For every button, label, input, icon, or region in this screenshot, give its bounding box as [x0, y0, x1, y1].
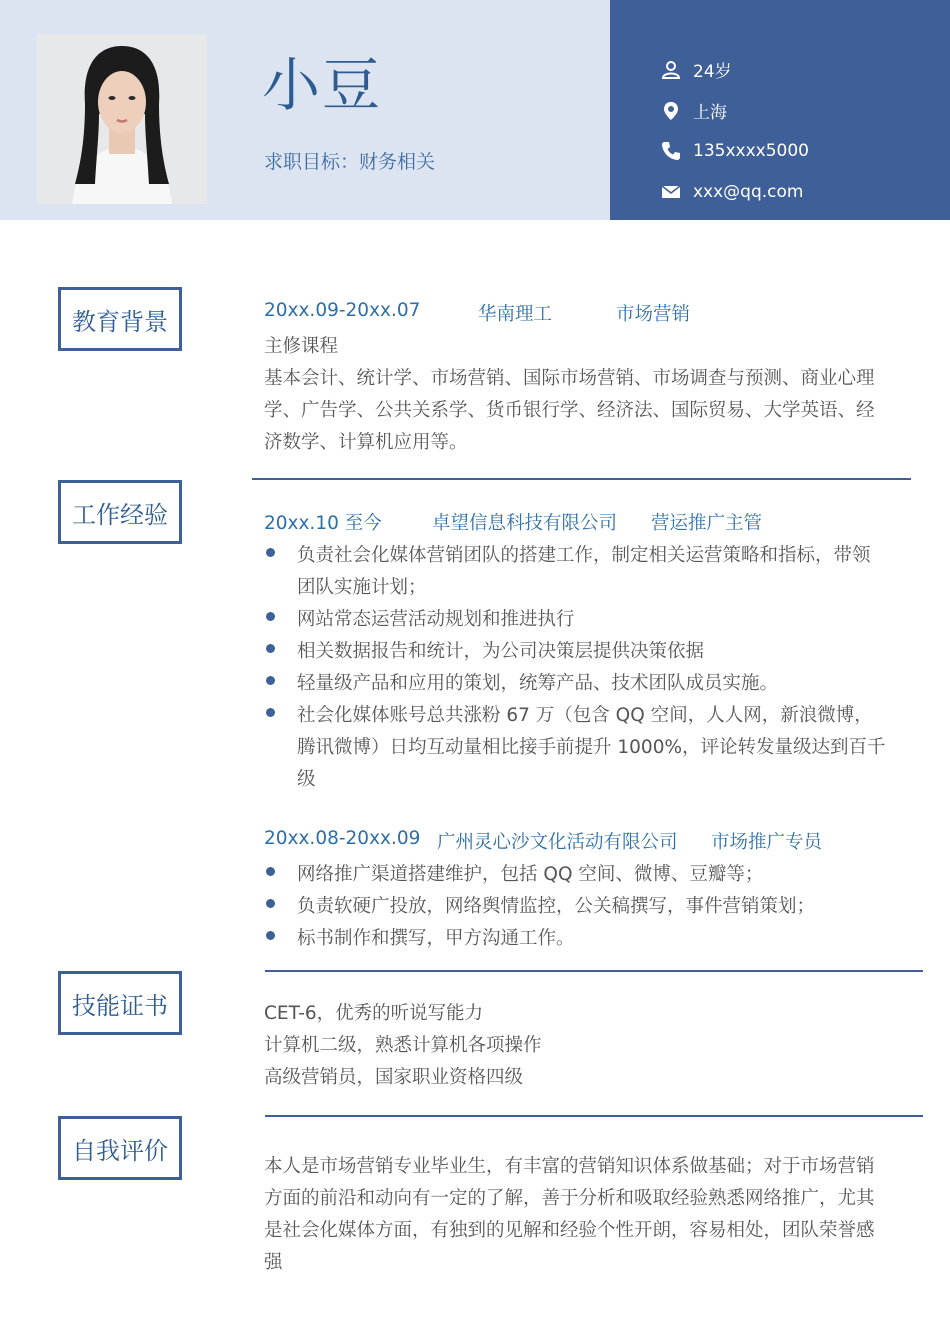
course-line: 济数学、计算机应用等。	[264, 432, 468, 453]
job-company: 卓望信息科技有限公司	[432, 513, 618, 534]
job-bullet: 社会化媒体账号总共涨粉 67 万（包含 QQ 空间，人人网，新浪微博，	[297, 705, 873, 726]
contact-location	[660, 98, 727, 123]
job-bullet: 相关数据报告和统计，为公司决策层提供决策依据	[297, 641, 705, 662]
bullet-dot	[266, 676, 275, 685]
location-icon	[660, 100, 682, 122]
section-divider	[265, 970, 923, 972]
self-eval-line: 强	[264, 1252, 283, 1273]
course-label: 主修课程	[264, 336, 339, 357]
phone-text: 135xxxx5000	[693, 141, 809, 161]
job-bullet: 标书制作和撰写，甲方沟通工作。	[297, 928, 575, 949]
section-title-education: 教育背景	[58, 287, 182, 351]
education-school: 华南理工	[478, 304, 553, 325]
bullet-dot	[266, 867, 275, 876]
bullet-dot	[266, 931, 275, 940]
age-text: 24岁	[693, 62, 732, 82]
location-text: 上海	[693, 103, 727, 123]
job-bullet: 负责社会化媒体营销团队的搭建工作，制定相关运营策略和指标，带领	[297, 545, 871, 566]
self-eval-line: 本人是市场营销专业毕业生，有丰富的营销知识体系做基础；对于市场营销	[264, 1156, 875, 1177]
section-title-work: 工作经验	[58, 480, 182, 544]
skill-line: CET-6，优秀的听说写能力	[264, 1003, 484, 1024]
education-date: 20xx.09-20xx.07	[264, 300, 421, 321]
job-bullet: 负责软硬广投放，网络舆情监控，公关稿撰写，事件营销策划；	[297, 896, 816, 917]
bullet-dot	[266, 548, 275, 557]
phone-icon	[660, 140, 682, 162]
mail-icon	[660, 181, 682, 203]
job-bullet-cont: 腾讯微博）日均互动量相比接手前提升 1000%，评论转发量级达到百千	[297, 737, 886, 758]
section-divider	[252, 478, 911, 480]
self-eval-line: 是社会化媒体方面，有独到的见解和经验个性开朗，容易相处，团队荣誉感	[264, 1220, 875, 1241]
job-date: 20xx.10 至今	[264, 513, 382, 534]
bullet-dot	[266, 899, 275, 908]
section-divider	[265, 1115, 923, 1117]
education-major: 市场营销	[616, 304, 691, 325]
section-title-self: 自我评价	[58, 1116, 182, 1180]
job-bullet: 网站常态运营活动规划和推进执行	[297, 609, 575, 630]
course-line: 学、广告学、公共关系学、货币银行学、经济法、国际贸易、大学英语、经	[264, 400, 875, 421]
contact-age	[660, 57, 732, 82]
job-bullet: 轻量级产品和应用的策划，统筹产品、技术团队成员实施。	[297, 673, 779, 694]
job-bullet-cont: 团队实施计划；	[297, 577, 427, 598]
email-text: xxx@qq.com	[693, 182, 804, 202]
contact-phone	[660, 140, 809, 162]
contact-email	[660, 181, 803, 203]
profile-photo	[37, 34, 207, 204]
bullet-dot	[266, 708, 275, 717]
skill-line: 高级营销员，国家职业资格四级	[264, 1067, 524, 1088]
job-position: 营运推广主管	[651, 513, 763, 534]
job-position: 市场推广专员	[711, 832, 823, 853]
job-bullet-cont: 级	[297, 769, 316, 790]
self-eval-line: 方面的前沿和动向有一定的了解，善于分析和吸取经验熟悉网络推广，尤其	[264, 1188, 875, 1209]
candidate-name: 小豆	[262, 51, 383, 119]
job-company: 广州灵心沙文化活动有限公司	[437, 832, 678, 853]
bullet-dot	[266, 612, 275, 621]
job-objective: 求职目标：财务相关	[264, 151, 436, 173]
course-line: 基本会计、统计学、市场营销、国际市场营销、市场调查与预测、商业心理	[264, 368, 875, 389]
job-bullet: 网络推广渠道搭建维护，包括 QQ 空间、微博、豆瓣等；	[297, 864, 764, 885]
section-title-skills: 技能证书	[58, 971, 182, 1035]
bullet-dot	[266, 644, 275, 653]
skill-line: 计算机二级，熟悉计算机各项操作	[264, 1035, 542, 1056]
job-date: 20xx.08-20xx.09	[264, 828, 421, 849]
person-icon	[660, 59, 682, 81]
